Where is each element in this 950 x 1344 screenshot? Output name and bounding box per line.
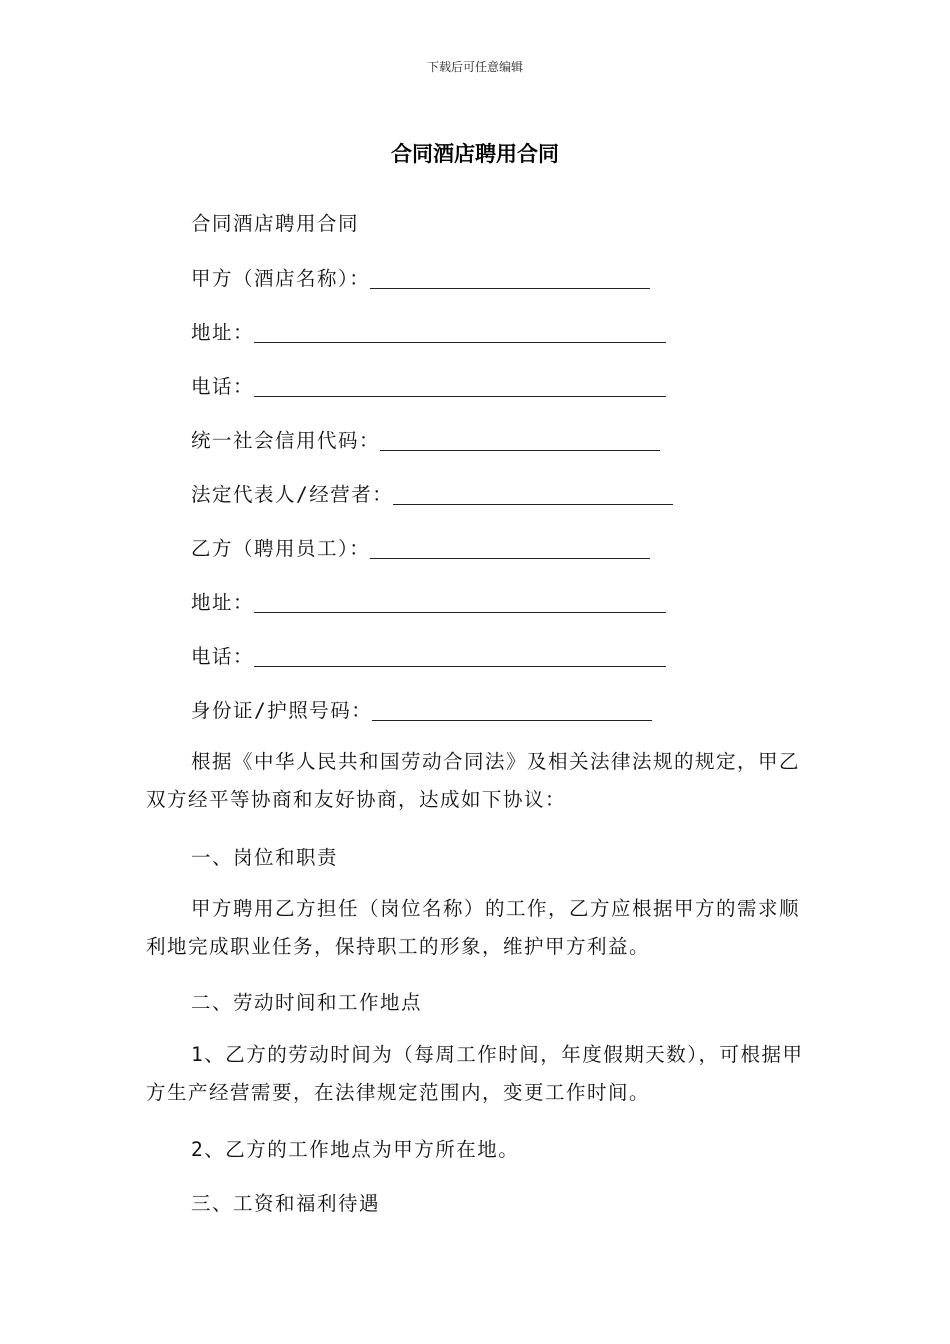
field-label: 身份证/护照号码：	[191, 699, 373, 722]
fill-blank[interactable]	[372, 700, 652, 721]
section-heading: 一、岗位和职责	[191, 846, 339, 869]
field-party-a-phone	[191, 371, 666, 399]
field-label: 法定代表人/经营者：	[191, 483, 394, 506]
fill-blank[interactable]	[393, 484, 673, 505]
field-id-number	[191, 695, 652, 723]
section2-item2: 2、乙方的工作地点为甲方所在地。	[191, 1138, 520, 1161]
field-label: 甲方（酒店名称）：	[191, 267, 371, 290]
fill-blank[interactable]	[254, 592, 666, 613]
field-party-b-address	[191, 587, 666, 615]
field-credit-code	[191, 425, 660, 453]
page-header-note: 下载后可任意编辑	[426, 60, 523, 74]
fill-blank[interactable]	[254, 376, 666, 397]
field-label: 乙方（聘用员工）：	[191, 537, 371, 560]
field-label: 合同酒店聘用合同	[191, 212, 360, 235]
field-party-a-name	[191, 263, 650, 291]
document-title: 合同酒店聘用合同	[391, 142, 559, 166]
field-legal-representative	[191, 479, 673, 507]
section1-paragraph: 甲方聘用乙方担任（岗位名称）的工作，乙方应根据甲方的需求顺利地完成职业任务，保持职工的形象，维护甲方利益。	[146, 897, 801, 958]
fill-blank[interactable]	[380, 430, 660, 451]
field-label: 电话：	[191, 375, 255, 398]
field-label: 地址：	[191, 591, 255, 614]
field-label: 地址：	[191, 321, 255, 344]
field-label: 统一社会信用代码：	[191, 429, 381, 452]
fill-blank[interactable]	[254, 646, 666, 667]
field-party-b-name	[191, 533, 650, 561]
contract-subtitle	[191, 208, 359, 236]
section2-item1: 1、乙方的劳动时间为（每周工作时间，年度假期天数），可根据甲方生产经营需要，在法律规定范围内，变更工作时间。	[146, 1043, 804, 1104]
field-party-b-phone	[191, 641, 666, 669]
section-heading: 三、工资和福利待遇	[191, 1192, 381, 1215]
field-party-a-address	[191, 317, 666, 345]
intro-paragraph: 根据《中华人民共和国劳动合同法》及相关法律法规的规定，甲乙双方经平等协商和友好协商，达成如下协议：	[146, 750, 801, 811]
fill-blank[interactable]	[370, 538, 650, 559]
field-label: 电话：	[191, 645, 255, 668]
fill-blank[interactable]	[254, 322, 666, 343]
fill-blank[interactable]	[370, 268, 650, 289]
section-heading: 二、劳动时间和工作地点	[191, 991, 423, 1014]
